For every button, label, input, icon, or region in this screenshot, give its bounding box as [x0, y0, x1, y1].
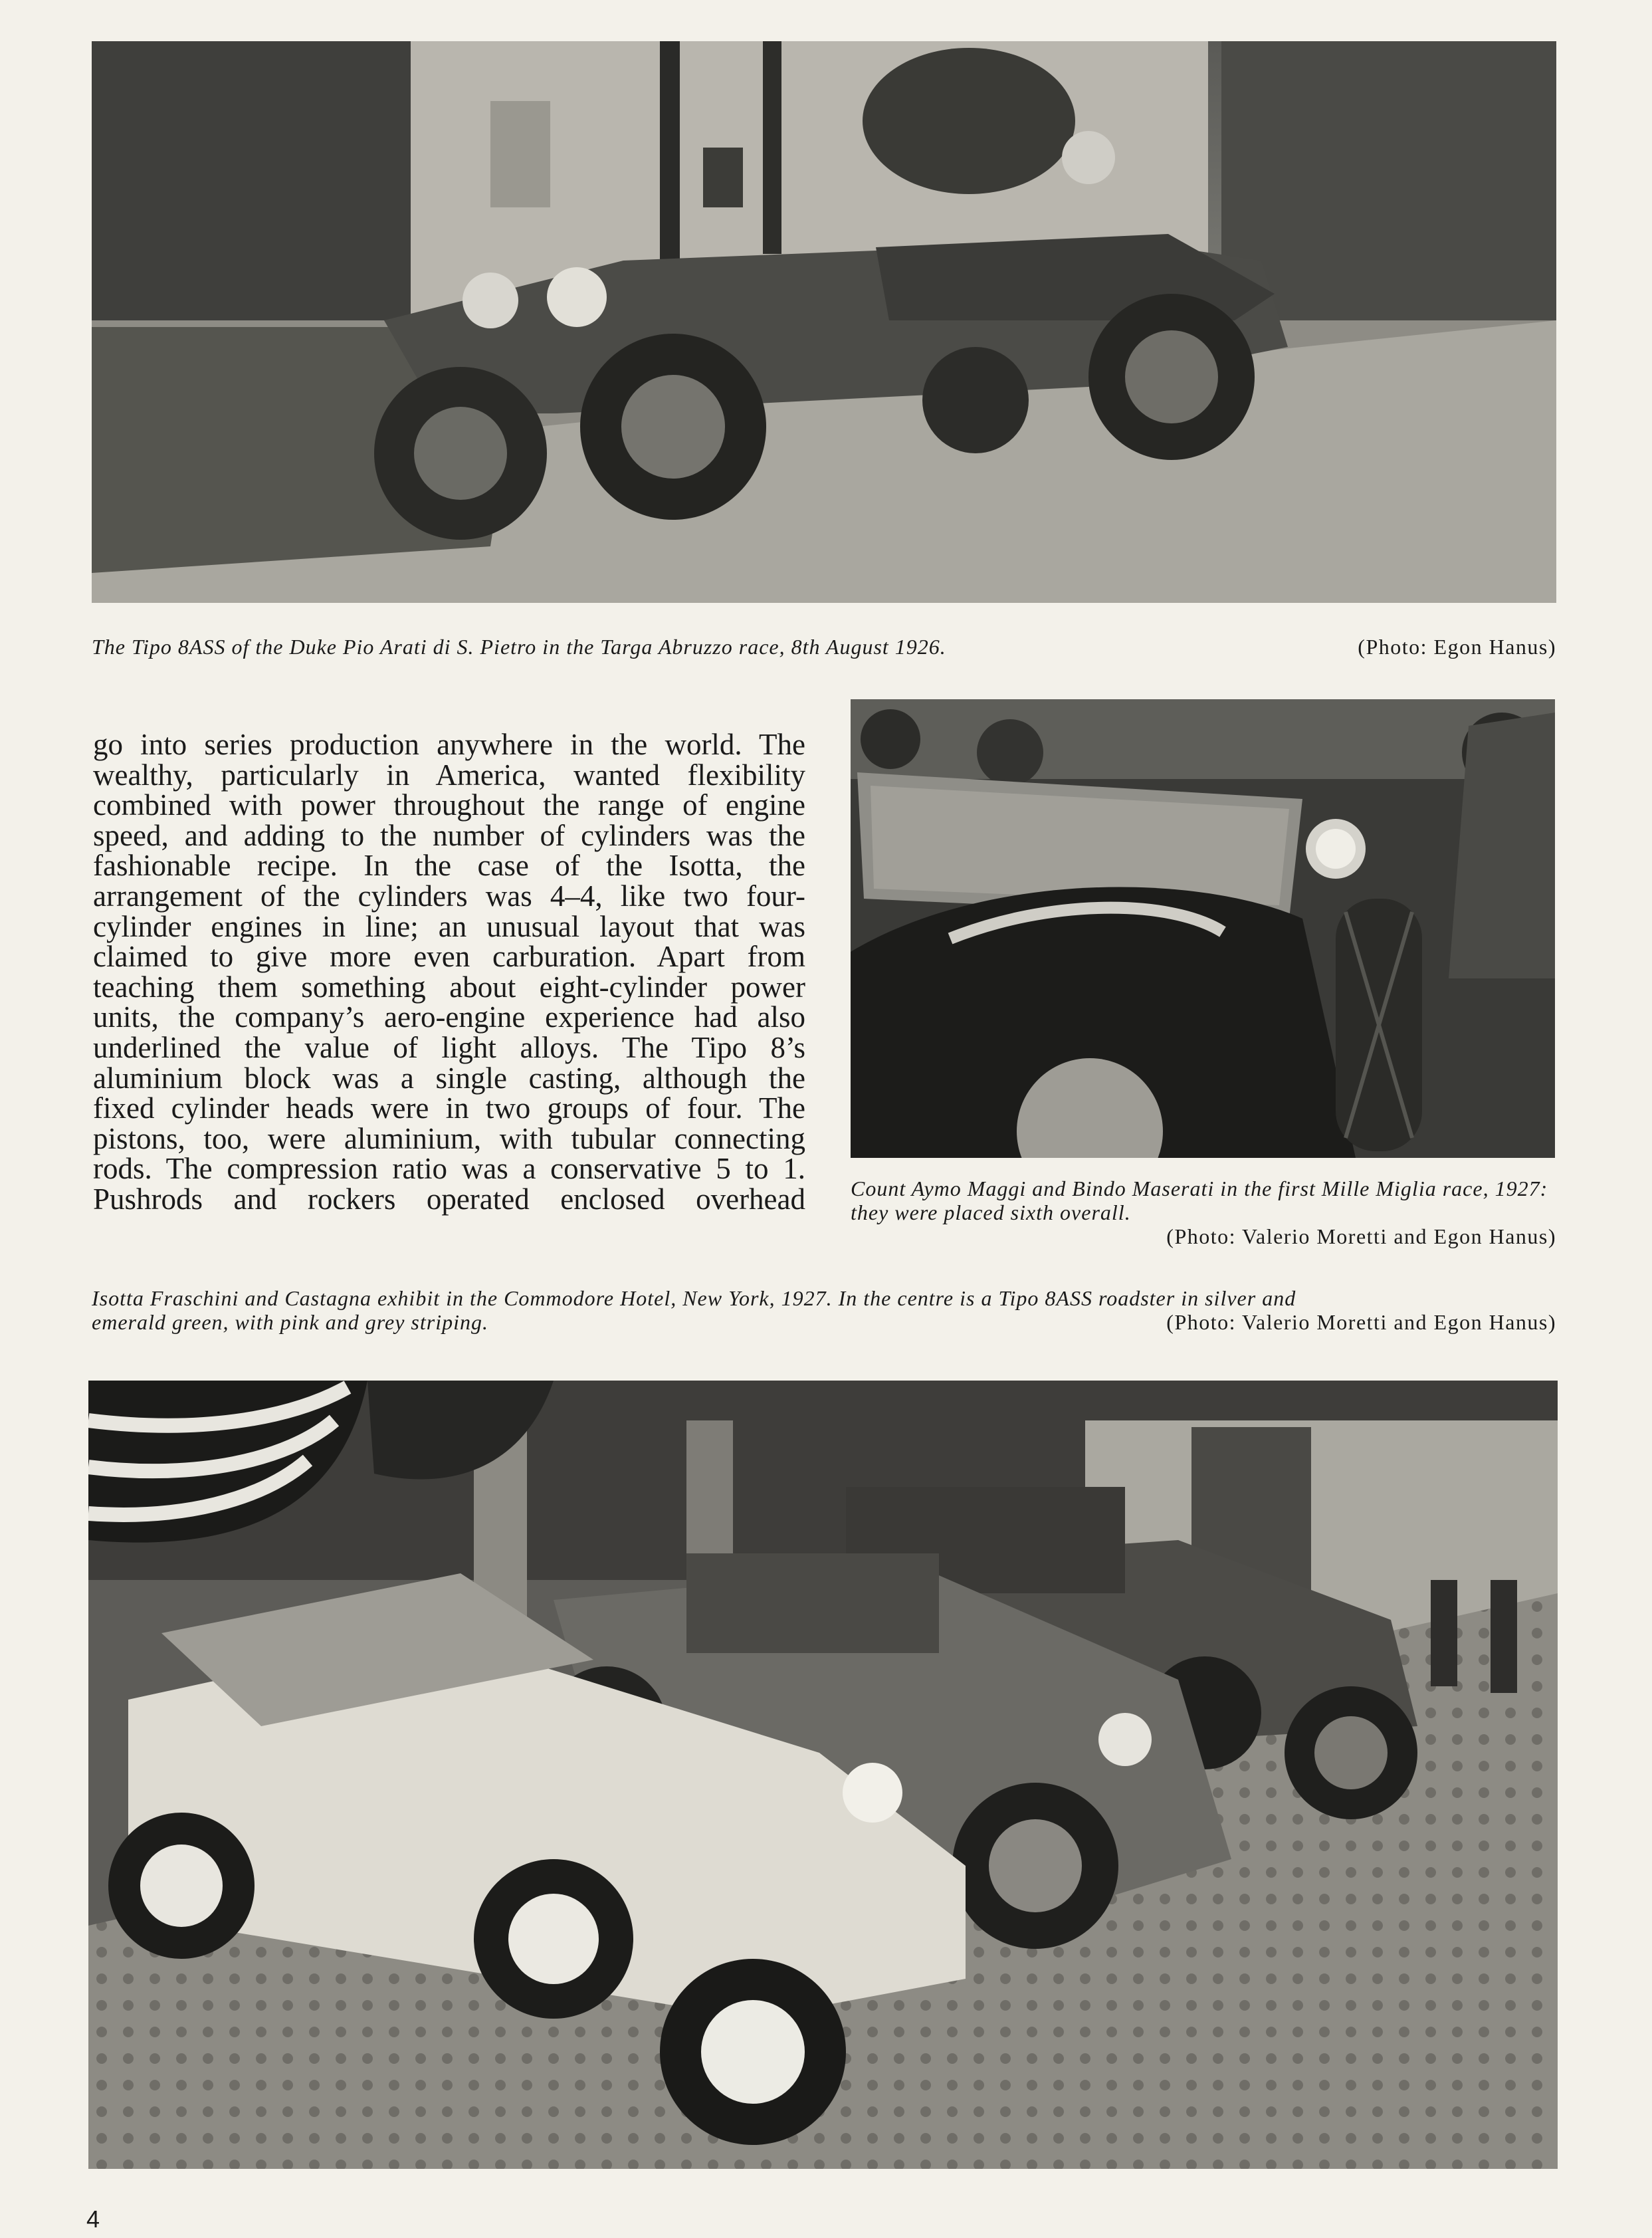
body-line: fixed cylinder heads were in two groups of four. The [93, 1091, 805, 1125]
page-number: 4 [86, 2205, 100, 2233]
caption-text: Count Aymo Maggi and Bindo Maserati in the first Mille Miglia race, 1927: they were placed sixth overall. [851, 1176, 1548, 1224]
photo-caption-top [92, 635, 1556, 659]
body-line: wealthy, particularly in America, wanted flexibility [93, 758, 805, 792]
body-line: speed, and adding to the number of cylinders was the [93, 818, 805, 852]
body-line: aluminium block was a single casting, although the [93, 1061, 805, 1095]
body-line: units, the company’s aero-engine experience had also [93, 1000, 805, 1034]
body-line: fashionable recipe. In the case of the Isotta, the [93, 849, 805, 883]
caption-text-line1: Isotta Fraschini and Castagna exhibit in the Commodore Hotel, New York, 1927. In the centre is a Tipo 8ASS roadster in silver and [92, 1286, 1296, 1310]
body-text [93, 730, 805, 1215]
body-line: go into series production anywhere in the world. The [93, 728, 805, 761]
photo-credit: (Photo: Egon Hanus) [1358, 635, 1556, 659]
photo-caption-exhibit [92, 1286, 1556, 1334]
photo-commodore-exhibit [88, 1381, 1558, 2169]
photo-caption-right [851, 1176, 1556, 1248]
body-line: teaching them something about eight-cylinder power [93, 970, 805, 1004]
body-line: underlined the value of light alloys. The Tipo 8’s [93, 1030, 805, 1064]
photo-targa-abruzzo [92, 41, 1556, 603]
body-line: pistons, too, were aluminium, with tubular connecting [93, 1121, 805, 1155]
body-line: Pushrods and rockers operated enclosed overhead [93, 1182, 805, 1216]
photo-mille-miglia [851, 699, 1555, 1158]
body-line: arrangement of the cylinders was 4–4, like two four- [93, 879, 805, 913]
photo-credit: (Photo: Valerio Moretti and Egon Hanus) [1166, 1310, 1556, 1334]
body-line: combined with power throughout the range of engine [93, 788, 805, 822]
body-line: claimed to give more even carburation. Apart from [93, 940, 805, 974]
photo-credit: (Photo: Valerio Moretti and Egon Hanus) [1166, 1224, 1556, 1248]
caption-text: The Tipo 8ASS of the Duke Pio Arati di S. Pietro in the Targa Abruzzo race, 8th August 1926. [92, 635, 946, 659]
caption-text-line2: emerald green, with pink and grey striping. [92, 1310, 488, 1334]
body-line: cylinder engines in line; an unusual layout that was [93, 909, 805, 943]
body-line: rods. The compression ratio was a conservative 5 to 1. [93, 1152, 805, 1186]
